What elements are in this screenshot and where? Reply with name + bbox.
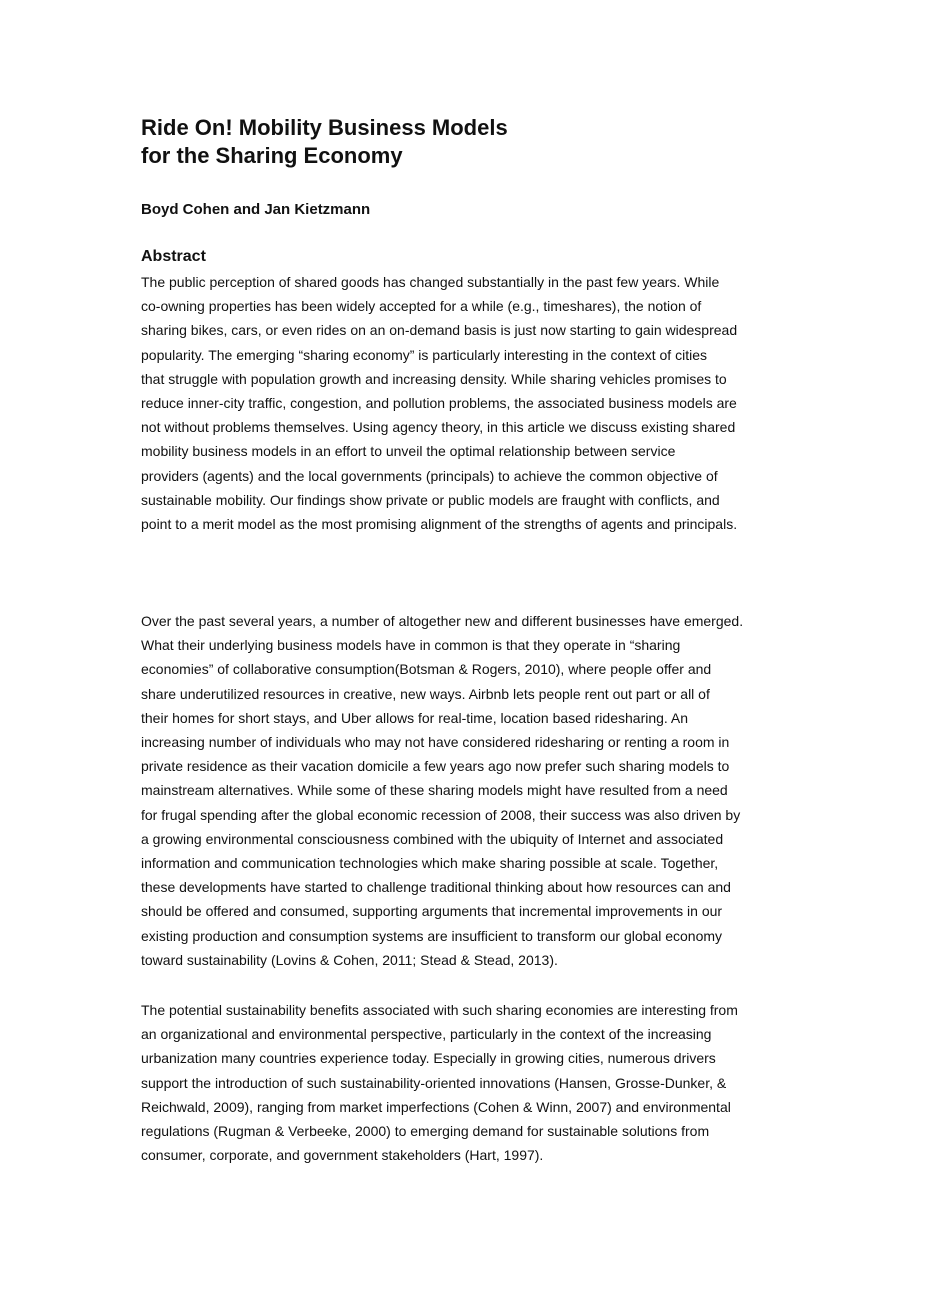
text-line: increasing number of individuals who may not have considered ridesharing or renting a room in xyxy=(141,734,730,751)
text-line: private residence as their vacation domicile a few years ago now prefer such sharing models to xyxy=(141,758,730,775)
text-line: sustainable mobility. Our findings show private or public models are fraught with conflicts, and xyxy=(141,491,720,508)
abstract-body xyxy=(141,270,801,536)
body-paragraph xyxy=(141,609,801,972)
text-line: should be offered and consumed, supporting arguments that incremental improvements in our xyxy=(141,903,723,920)
text-line: share underutilized resources in creative, new ways. Airbnb lets people rent out part or all of xyxy=(141,685,710,702)
text-line: that struggle with population growth and increasing density. While sharing vehicles promises to xyxy=(141,370,727,387)
text-line: support the introduction of such sustainability-oriented innovations (Hansen, Grosse-Dunker, & xyxy=(141,1074,727,1091)
text-line: toward sustainability (Lovins & Cohen, 2011; Stead & Stead, 2013). xyxy=(141,951,558,968)
text-line: sharing bikes, cars, or even rides on an on-demand basis is just now starting to gain widespread xyxy=(141,322,738,339)
text-line: urbanization many countries experience today. Especially in growing cities, numerous drivers xyxy=(141,1050,716,1067)
text-line: these developments have started to challenge traditional thinking about how resources can and xyxy=(141,879,731,896)
paper-title-line: Ride On! Mobility Business Models xyxy=(141,115,508,140)
text-line: economies” of collaborative consumption(Botsman & Rogers, 2010), where people offer and xyxy=(141,661,712,678)
text-line: mainstream alternatives. While some of these sharing models might have resulted from a need xyxy=(141,782,728,799)
text-line: The potential sustainability benefits associated with such sharing economies are interesting from xyxy=(141,1002,738,1018)
text-line: information and communication technologies which make sharing possible at scale. Together, xyxy=(141,855,719,872)
text-line: their homes for short stays, and Uber allows for real-time, location based ridesharing. An xyxy=(141,709,689,726)
text-line: consumer, corporate, and government stakeholders (Hart, 1997). xyxy=(141,1147,544,1164)
text-line: point to a merit model as the most promising alignment of the strengths of agents and principals. xyxy=(141,516,738,533)
paper-title xyxy=(141,114,801,170)
text-line: popularity. The emerging “sharing economy” is particularly interesting in the context of cities xyxy=(141,346,707,363)
text-line: mobility business models in an effort to unveil the optimal relationship between service xyxy=(141,443,676,460)
text-line: existing production and consumption systems are insufficient to transform our global economy xyxy=(141,927,723,944)
text-line: Over the past several years, a number of altogether new and different businesses have emerged. xyxy=(141,613,744,629)
text-line: an organizational and environmental perspective, particularly in the context of the increasing xyxy=(141,1026,712,1043)
text-line: not without problems themselves. Using agency theory, in this article we discuss existing shared xyxy=(141,419,736,436)
text-line: a growing environmental consciousness combined with the ubiquity of Internet and associated xyxy=(141,830,724,847)
text-line: What their underlying business models have in common is that they operate in “sharing xyxy=(141,637,681,654)
paper-authors: Boyd Cohen and Jan Kietzmann xyxy=(141,201,371,218)
text-line: The public perception of shared goods has changed substantially in the past few years. While xyxy=(141,274,720,290)
text-line: providers (agents) and the local governments (principals) to achieve the common objective of xyxy=(141,467,718,484)
text-line: co-owning properties has been widely accepted for a while (e.g., timeshares), the notion of xyxy=(141,298,702,315)
paper-title-line: for the Sharing Economy xyxy=(141,143,403,168)
text-line: reduce inner-city traffic, congestion, and pollution problems, the associated business models are xyxy=(141,395,737,412)
text-line: Reichwald, 2009), ranging from market imperfections (Cohen & Winn, 2007) and environmental xyxy=(141,1098,731,1115)
body-paragraph xyxy=(141,998,801,1167)
abstract-heading: Abstract xyxy=(141,248,206,265)
text-line: regulations (Rugman & Verbeeke, 2000) to emerging demand for sustainable solutions from xyxy=(141,1123,710,1140)
text-line: for frugal spending after the global economic recession of 2008, their success was also driven by xyxy=(141,806,741,823)
